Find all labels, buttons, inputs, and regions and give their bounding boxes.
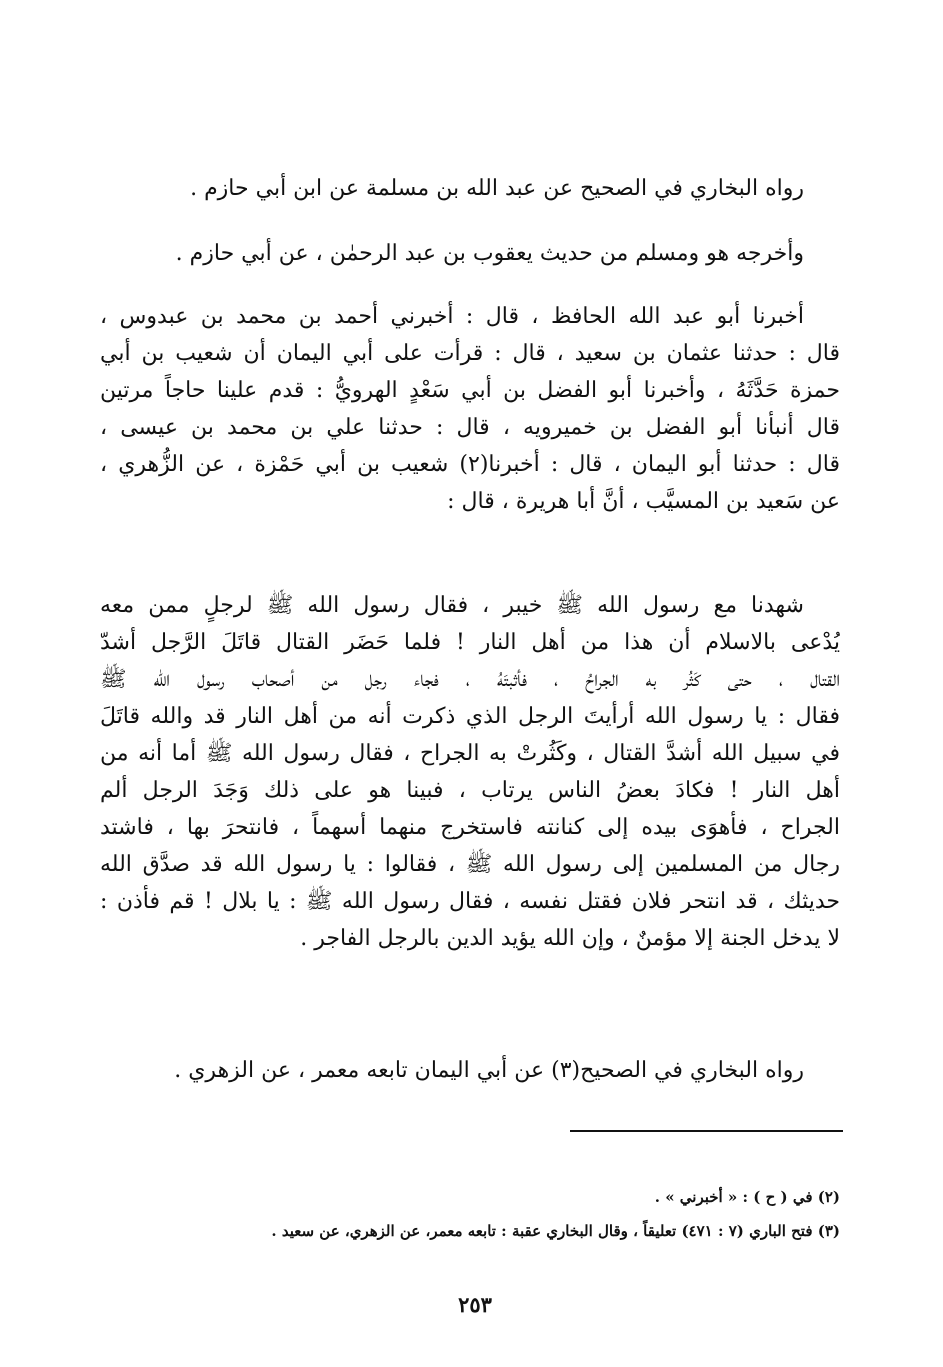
text-line: حديثك ، قد انتحر فلان فقتل نفسه ، فقال رسول الله ﷺ : يا بلال ! قم فأذن : <box>100 889 840 914</box>
text-line: يُدْعى بالاسلام أن هذا من أهل النار ! فلما حَضَر القتال قاتَلَ الرَّجل أشدّ <box>100 630 840 655</box>
text-line: قال : حدثنا أبو اليمان ، قال : أخبرنا(٢) شعيب بن أبي حَمْزة ، عن الزُّهري ، <box>100 452 840 477</box>
text-line: شهدنا مع رسول الله ﷺ خيبر ، فقال رسول الله ﷺ لرجلٍ ممن معه <box>100 593 804 618</box>
text-line: الجراح ، فأهوَى بيده إلى كنانته فاستخرج منهما أسهماً ، فانتحرَ بها ، فاشتد <box>100 815 840 840</box>
text-line: رواه البخاري في الصحيح عن عبد الله بن مسلمة عن ابن أبي حازم . <box>190 176 804 201</box>
text-line: أهل النار ! فكادَ بعضُ الناس يرتاب ، فبينا هو على ذلك وَجَدَ الرجل ألم <box>100 778 840 803</box>
text-line: رجال من المسلمين إلى رسول الله ﷺ ، فقالوا : يا رسول الله قد صدَّق الله <box>100 852 840 877</box>
text-line: وأخرجه هو ومسلم من حديث يعقوب بن عبد الرحمٰن ، عن أبي حازم . <box>175 241 804 266</box>
text-line: حمزة حَدَّثَهُ ، وأخبرنا أبو الفضل بن أبي سَعْدٍ الهرويُّ : قدم علينا حاجاً مرتين <box>100 378 840 403</box>
text-line: عن سَعيد بن المسيَّب ، أنَّ أبا هريرة ، قال : <box>447 489 840 514</box>
page-number: ٢٥٣ <box>458 1292 492 1317</box>
text-line: في سبيل الله أشدَّ القتال ، وكَثُرتْ به الجراح ، فقال رسول الله ﷺ أما أنه من <box>100 741 840 766</box>
footnote-2: (٢) في ( ح ) : « أخبرني » . <box>654 1188 840 1206</box>
text-line: قال : حدثنا عثمان بن سعيد ، قال : قرأت على أبي اليمان أن شعيب بن أبي <box>100 341 840 366</box>
text-line: رواه البخاري في الصحيح(٣) عن أبي اليمان تابعه معمر ، عن الزهري . <box>174 1058 804 1083</box>
footnote-3: (٣) فتح الباري (٧ : ٤٧١) تعليقاً ، وقال البخاري عقبة : تابعه معمر، عن الزهري، عن سعيد . <box>271 1222 840 1240</box>
text-line: فقال : يا رسول الله أرأيتَ الرجل الذي ذكرت أنه من أهل النار قد والله قاتَلَ <box>100 704 840 729</box>
paragraph-muslim-narration <box>100 235 840 272</box>
text-line: أخبرنا أبو عبد الله الحافظ ، قال : أخبرني أحمد بن محمد بن عبدوس ، <box>100 304 804 329</box>
text-line: قال أنبأنا أبو الفضل بن خميرويه ، قال : حدثنا علي بن محمد بن عيسى ، <box>100 415 840 440</box>
paragraph-bukhari-narration <box>100 170 840 207</box>
paragraph-bukhari-sahih-narration <box>100 1052 840 1089</box>
paragraph-isnad <box>100 298 840 520</box>
footnote-separator <box>570 1130 843 1132</box>
text-line: القتال ، حتى كَثُر به الجراحُ ، فأثبتَهُ ، فجاء رجل من أصحاب رسول الله ﷺ <box>100 667 840 692</box>
text-line: لا يدخل الجنة إلا مؤمنٌ ، وإن الله يؤيد الدين بالرجل الفاجر . <box>300 926 840 951</box>
paragraph-hadith-text <box>100 587 840 957</box>
footnotes <box>100 1180 840 1248</box>
